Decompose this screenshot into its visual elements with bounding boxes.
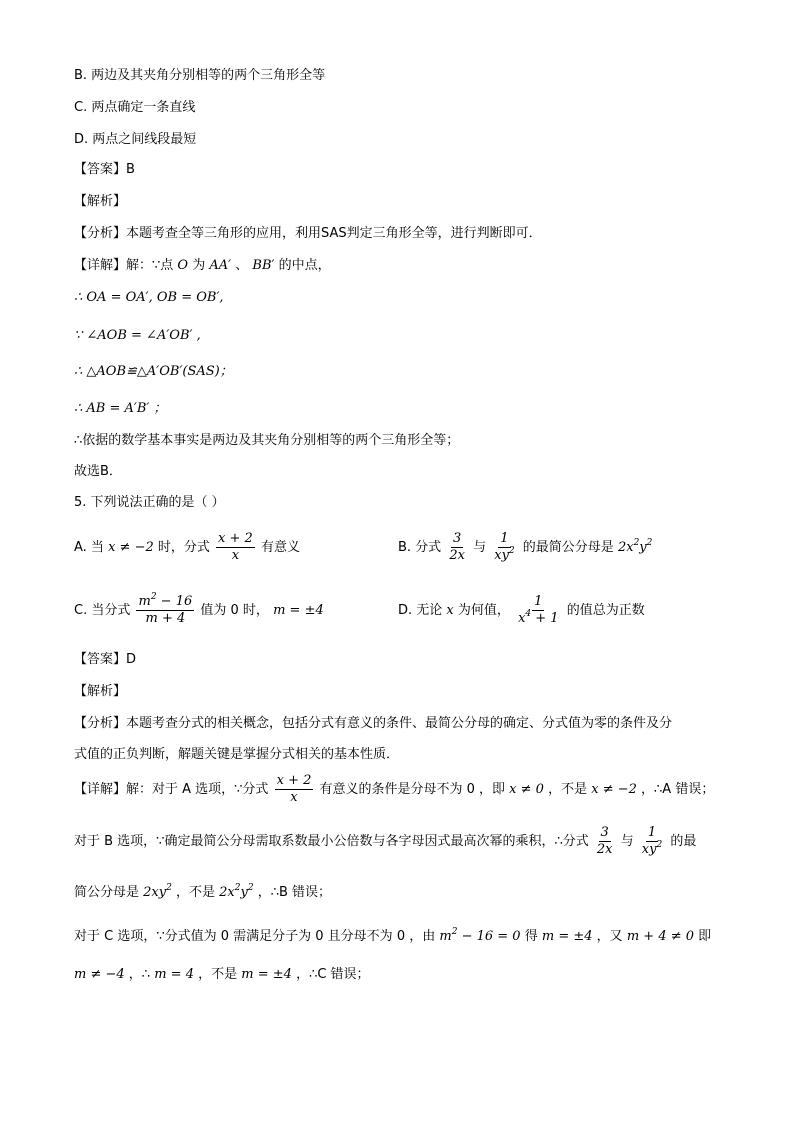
detail-mid2: 、 <box>235 258 249 273</box>
detail-line <box>74 257 331 275</box>
fraction-b2: $\frac{1}{xy^2}$ <box>494 531 515 563</box>
math-aa: AA′ <box>209 258 232 273</box>
step-1: ∴ OA = OA′, OB = OB′, <box>74 290 224 305</box>
fraction-c: $\frac{m^2 - 16}{m + 4}$ <box>138 592 193 626</box>
option-c: C. 两点确定一条直线 <box>74 100 196 115</box>
option-c-prefix: C. 当分式 <box>74 603 131 618</box>
fraction-d: $\frac{1}{x^4 + 1}$ <box>518 594 559 626</box>
step-3: ∴ △AOB≌△A′OB′(SAS)； <box>74 364 233 379</box>
answer-label: 【答案】B <box>74 162 135 177</box>
q5-analysis-line1: 【分析】本题考查分式的相关概念，包括分式有意义的条件、最简公分母的确定、分式值为零的条件及分 <box>74 716 673 731</box>
math-lcd: $2x^2y^2$ <box>617 538 653 555</box>
fraction-b1: $\frac{3}{2x}$ <box>449 531 465 563</box>
math-bb: BB′ <box>252 258 275 273</box>
fraction-detail-a: $\frac{x + 2}{x}$ <box>276 773 312 805</box>
detail-prefix: 【详解】解：∵点 <box>74 258 174 273</box>
math-x: x <box>446 603 454 618</box>
fraction-detail-b2: $\frac{1}{xy^2}$ <box>641 825 663 857</box>
option-b: B. 两边及其夹角分别相等的两个三角形全等 <box>74 68 326 83</box>
detail-suffix: 的中点， <box>278 258 331 273</box>
option-a-suffix: 有意义 <box>260 540 300 555</box>
math-o: O <box>177 258 189 273</box>
option-c-mid: 值为 0 时， <box>200 603 269 618</box>
q5-stem: 5. 下列说法正确的是（ ） <box>74 495 225 510</box>
option-b-mid: 与 <box>473 540 487 555</box>
option-d: D. 两点之间线段最短 <box>74 132 197 147</box>
q5-option-a <box>74 530 300 566</box>
fraction-detail-b1: $\frac{3}{2x}$ <box>596 825 613 857</box>
q5-analysis-header: 【解析】 <box>74 684 127 699</box>
option-c-result: m = ±4 <box>273 603 324 618</box>
option-d-mid: 为何值， <box>457 603 510 618</box>
step-4: ∴ AB = A′B′ ； <box>74 401 167 416</box>
q5-detail-b-cont: 简公分母是 $2xy^2$ ，不是 $2x^2y^2$ ，∴B 错误； <box>74 883 332 900</box>
q5-detail-c-cont: m ≠ −4 ，∴ m = 4 ，不是 m = ±4 ，∴C 错误； <box>74 967 370 982</box>
q5-option-d <box>398 593 645 629</box>
q5-analysis-line2: 式值的正负判断，解题关键是掌握分式相关的基本性质． <box>74 747 400 762</box>
option-b-prefix: B. 分式 <box>398 540 442 555</box>
detail-mid1: 为 <box>192 258 206 273</box>
option-d-suffix: 的值总为正数 <box>566 603 645 618</box>
step-5: ∴依据的数学基本事实是两边及其夹角分别相等的两个三角形全等； <box>74 433 460 448</box>
q5-option-b <box>398 530 652 566</box>
analysis-header: 【解析】 <box>74 194 127 209</box>
q5-detail-a: 【详解】解：对于 A 选项，∵分式 $\frac{x + 2}{x}$ 有意义的条件是分母不为 0 ，即 x ≠ 0 ，不是 x ≠ −2 ，∴A 错误； <box>74 773 715 805</box>
step-2: ∵ ∠AOB = ∠A′OB′ , <box>74 328 201 343</box>
option-a-cond: x ≠ −2 <box>108 540 154 555</box>
fraction-a: $\frac{x + 2}{x}$ <box>218 531 253 563</box>
q5-option-c <box>74 593 324 629</box>
analysis-text: 【分析】本题考查全等三角形的应用，利用SAS判定三角形全等，进行判断即可． <box>74 226 542 241</box>
q5-detail-b: 对于 B 选项，∵确定最简公分母需取系数最小公倍数与各字母因式最高次幂的乘积，∴分式 $\frac{3}{2x}$ 与 $\frac{1}{xy^2}$ 的最 <box>74 825 697 857</box>
option-b-suffix: 的最简公分母是 <box>522 540 614 555</box>
option-a-mid: 时，分式 <box>157 540 210 555</box>
option-a-prefix: A. 当 <box>74 540 104 555</box>
option-d-prefix: D. 无论 <box>398 603 443 618</box>
q5-answer: 【答案】D <box>74 652 137 667</box>
conclusion: 故选B． <box>74 464 122 479</box>
q5-detail-c: 对于 C 选项，∵分式值为 0 需满足分子为 0 且分母不为 0 ，由 $m^2 - 16 = 0$ 得 m = ±4 ，又 m + 4 ≠ 0 即 <box>74 927 712 944</box>
